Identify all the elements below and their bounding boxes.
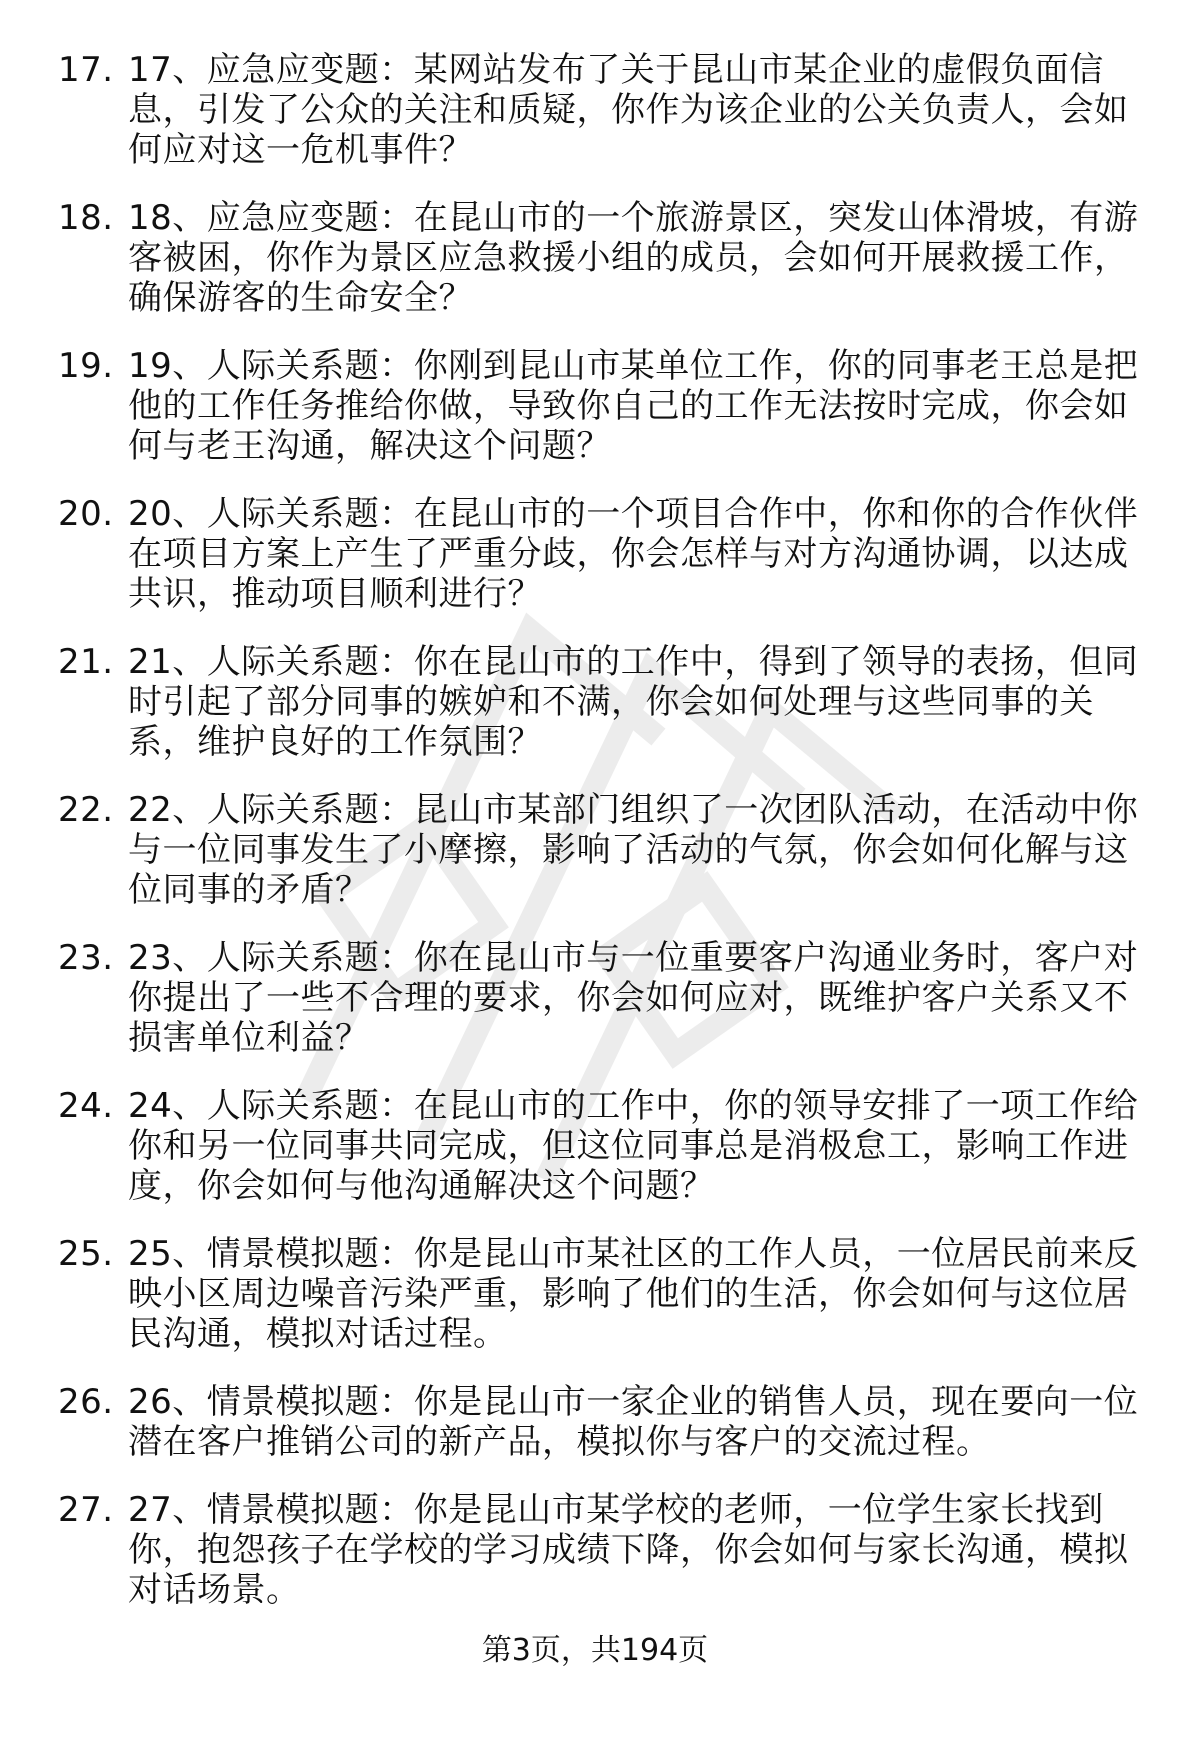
question-item bbox=[58, 1490, 1158, 1610]
question-text: 18、应急应变题：在昆山市的一个旅游景区，突发山体滑坡，有游客被困，你作为景区应急救援小组的成员，会如何开展救援工作，确保游客的生命安全？ bbox=[128, 198, 1139, 318]
question-item bbox=[58, 642, 1158, 762]
question-item bbox=[58, 938, 1158, 1058]
question-number: 18. bbox=[58, 198, 114, 238]
question-item bbox=[58, 346, 1158, 466]
question-item bbox=[58, 1234, 1158, 1354]
question-text: 19、人际关系题：你刚到昆山市某单位工作，你的同事老王总是把他的工作任务推给你做，导致你自己的工作无法按时完成，你会如何与老王沟通，解决这个问题？ bbox=[128, 346, 1139, 466]
question-number: 23. bbox=[58, 938, 114, 978]
question-text: 22、人际关系题：昆山市某部门组织了一次团队活动，在活动中你与一位同事发生了小摩擦，影响了活动的气氛，你会如何化解与这位同事的矛盾？ bbox=[128, 790, 1139, 910]
question-text: 21、人际关系题：你在昆山市的工作中，得到了领导的表扬，但同时引起了部分同事的嫉妒和不满，你会如何处理与这些同事的关系，维护良好的工作氛围？ bbox=[128, 642, 1139, 762]
page-footer: 第3页，共194页 bbox=[481, 1633, 709, 1668]
question-item bbox=[58, 50, 1158, 170]
question-number: 25. bbox=[58, 1234, 114, 1274]
question-item bbox=[58, 494, 1158, 614]
question-number: 17. bbox=[58, 50, 114, 90]
question-text: 26、情景模拟题：你是昆山市一家企业的销售人员，现在要向一位潜在客户推销公司的新产品，模拟你与客户的交流过程。 bbox=[128, 1382, 1139, 1462]
question-number: 26. bbox=[58, 1382, 114, 1422]
question-text: 24、人际关系题：在昆山市的工作中，你的领导安排了一项工作给你和另一位同事共同完成，但这位同事总是消极怠工，影响工作进度，你会如何与他沟通解决这个问题？ bbox=[128, 1086, 1139, 1206]
question-number: 21. bbox=[58, 642, 114, 682]
question-text: 17、应急应变题：某网站发布了关于昆山市某企业的虚假负面信息，引发了公众的关注和质疑，你作为该企业的公关负责人，会如何应对这一危机事件？ bbox=[128, 50, 1129, 170]
question-item bbox=[58, 198, 1158, 318]
question-number: 27. bbox=[58, 1490, 114, 1530]
question-item bbox=[58, 1382, 1158, 1462]
question-item bbox=[58, 790, 1158, 910]
question-list bbox=[58, 50, 1158, 1638]
question-text: 27、情景模拟题：你是昆山市某学校的老师，一位学生家长找到你，抱怨孩子在学校的学习成绩下降，你会如何与家长沟通，模拟对话场景。 bbox=[128, 1490, 1129, 1610]
question-text: 20、人际关系题：在昆山市的一个项目合作中，你和你的合作伙伴在项目方案上产生了严重分歧，你会怎样与对方沟通协调，以达成共识，推动项目顺利进行？ bbox=[128, 494, 1139, 614]
question-text: 23、人际关系题：你在昆山市与一位重要客户沟通业务时，客户对你提出了一些不合理的要求，你会如何应对，既维护客户关系又不损害单位利益？ bbox=[128, 938, 1139, 1058]
question-number: 22. bbox=[58, 790, 114, 830]
question-number: 19. bbox=[58, 346, 114, 386]
question-number: 20. bbox=[58, 494, 114, 534]
question-item bbox=[58, 1086, 1158, 1206]
question-number: 24. bbox=[58, 1086, 114, 1126]
question-text: 25、情景模拟题：你是昆山市某社区的工作人员，一位居民前来反映小区周边噪音污染严重，影响了他们的生活，你会如何与这位居民沟通，模拟对话过程。 bbox=[128, 1234, 1139, 1354]
